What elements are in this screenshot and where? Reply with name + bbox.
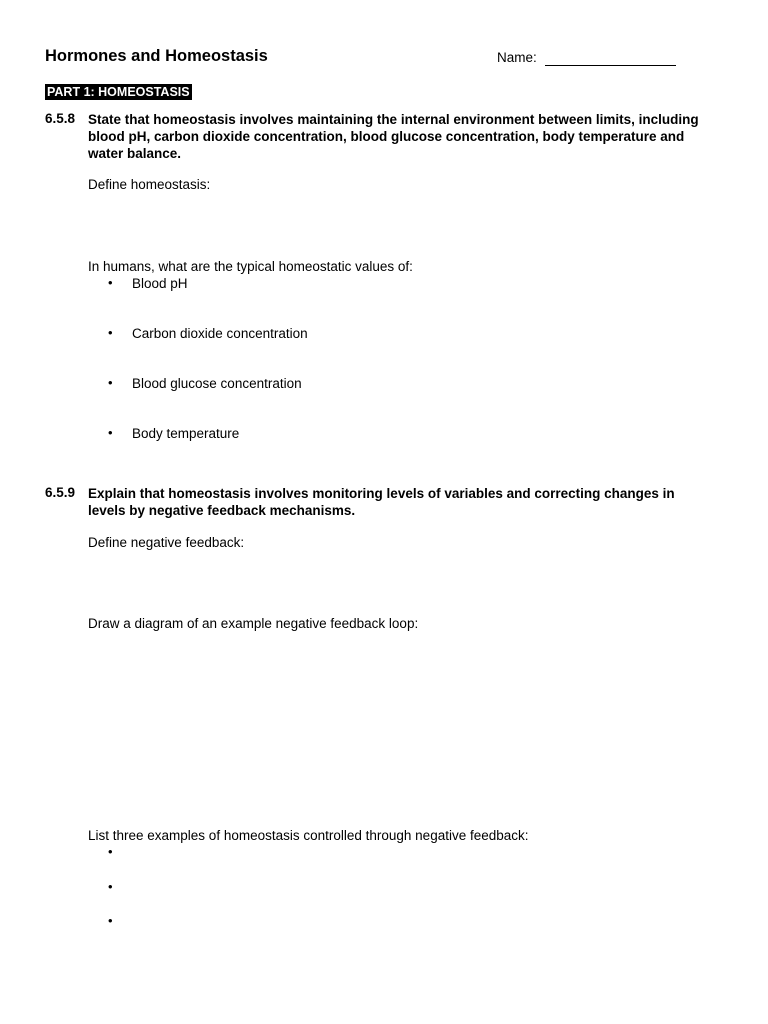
define-homeostasis-prompt: Define homeostasis:: [88, 177, 211, 192]
name-blank-line[interactable]: [545, 65, 676, 66]
bullet-marker: •: [108, 275, 113, 290]
list-item: Carbon dioxide concentration: [132, 326, 308, 341]
bullet-marker: •: [108, 844, 113, 859]
section-number-659: 6.5.9: [45, 485, 76, 500]
list-item: Blood pH: [132, 276, 188, 291]
statement-line: Explain that homeostasis involves monitoring levels of variables and correcting changes in: [88, 486, 675, 501]
bullet-marker: •: [108, 879, 113, 894]
homeostatic-values-prompt: In humans, what are the typical homeostatic values of:: [88, 259, 413, 274]
bullet-marker: •: [108, 375, 113, 390]
define-negative-feedback-prompt: Define negative feedback:: [88, 535, 245, 550]
section-statement-658: [88, 111, 728, 162]
statement-line: blood pH, carbon dioxide concentration, blood glucose concentration, body temperature and: [88, 129, 685, 144]
list-examples-prompt: List three examples of homeostasis controlled through negative feedback:: [88, 828, 529, 843]
part-heading: PART 1: HOMEOSTASIS: [47, 85, 190, 99]
section-statement-659: [88, 485, 728, 519]
bullet-marker: •: [108, 325, 113, 340]
statement-line: levels by negative feedback mechanisms.: [88, 503, 356, 518]
list-item: Body temperature: [132, 426, 240, 441]
worksheet-title: Hormones and Homeostasis: [45, 47, 268, 65]
statement-line: water balance.: [88, 146, 182, 161]
statement-line: State that homeostasis involves maintaining the internal environment between limits, including: [88, 112, 699, 127]
bullet-marker: •: [108, 913, 113, 928]
name-label: Name:: [497, 50, 537, 65]
bullet-marker: •: [108, 425, 113, 440]
section-number-658: 6.5.8: [45, 111, 76, 126]
list-item: Blood glucose concentration: [132, 376, 302, 391]
draw-diagram-prompt: Draw a diagram of an example negative feedback loop:: [88, 616, 419, 631]
